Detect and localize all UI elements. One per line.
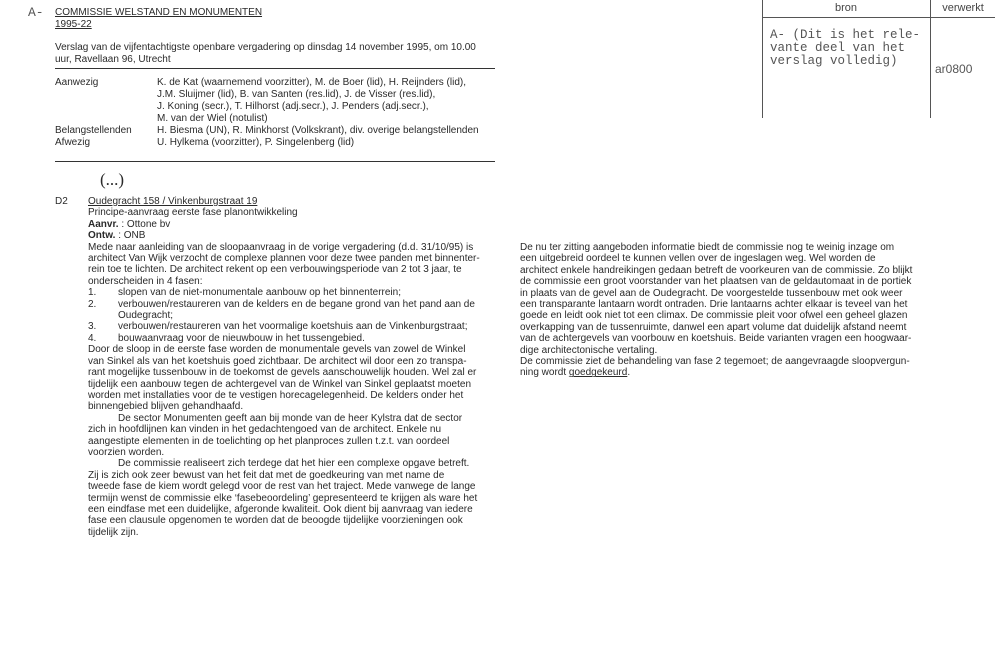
attendance-label xyxy=(55,89,157,101)
omission-marker: (...) xyxy=(100,170,125,189)
phase-number: 3. xyxy=(88,321,97,333)
decision-suffix: . xyxy=(627,367,631,379)
phase-text: bouwaanvraag voor de nieuwbouw in het tussengebied. xyxy=(118,332,365,344)
attendance-label: Belangstellenden xyxy=(55,125,132,136)
text-line: Door de sloop in de eerste fase worden de monumentale gevels van zowel de Winkel xyxy=(88,344,466,356)
column-header-bron: bron xyxy=(834,2,858,14)
phase-number: 4. xyxy=(88,332,97,344)
applicant-label: Aanvr. xyxy=(88,218,119,230)
text-line: tijdelijk een aanbouw tegen de achtergevel van de Winkel van Sinkel geplaatst moeten xyxy=(88,378,472,390)
text-line: De sector Monumenten geeft aan bij monde van de heer Kylstra dat de sector xyxy=(118,412,463,424)
phase-number: 2. xyxy=(88,298,97,310)
phase-text: verbouwen/restaureren van het voormalige koetshuis aan de Vinkenburgstraat; xyxy=(118,321,468,333)
text-line: uur, Ravellaan 96, Utrecht xyxy=(55,54,171,65)
report-description xyxy=(55,42,476,66)
attendance-label: Aanwezig xyxy=(55,77,99,88)
attendance-names: H. Biesma (UN), R. Minkhorst (Volkskrant), div. overige belangstellenden xyxy=(157,125,479,136)
decision-prefix: ning wordt xyxy=(520,367,569,379)
attendance-names: J.M. Sluijmer (lid), B. van Santen (res.lid), J. de Visser (res.lid), xyxy=(157,89,436,100)
paragraph xyxy=(520,242,912,367)
text-line: termijn wenst de commissie elke ‘fasebeoordeling’ gepresenteerd te krijgen als ware het xyxy=(88,492,478,504)
designer-row xyxy=(88,230,480,241)
text-line: worden met installaties voor de te vestigen horecagelegenheid. De kelders onder het xyxy=(88,389,464,401)
attendance-names: U. Hylkema (voorzitter), P. Singelenberg (lid) xyxy=(157,137,355,148)
text-line: voorzien worden. xyxy=(88,446,165,458)
source-note xyxy=(770,29,920,68)
text-line: De commissie realiseert zich terdege dat het hier een complexe opgave betreft. xyxy=(118,458,470,470)
margin-mark: A- xyxy=(28,5,44,20)
phase-number: 1. xyxy=(88,287,97,299)
item-left-column xyxy=(88,196,480,538)
text-line: De nu ter zitting aangeboden informatie biedt de commissie nog te weinig inzage om xyxy=(520,242,895,253)
phase-list xyxy=(88,287,480,344)
paragraph xyxy=(88,344,480,412)
text-line: een eindfase met een duidelijke, afgeronde kwaliteit. Ook dient bij aanvraag van iedere xyxy=(88,503,473,515)
applicant-value: : Ottone bv xyxy=(121,218,171,230)
paragraph xyxy=(88,458,480,538)
phase-number xyxy=(88,310,118,321)
phase-text: verbouwen/restaureren van de kelders en de begane grond van het pand aan de xyxy=(118,298,475,310)
decision-line xyxy=(520,367,912,378)
text-line: rein toe te lichten. De architect rekent op een verbouwingsperiode van 2 tot 3 jaar, te xyxy=(88,264,462,276)
applicant-row xyxy=(88,219,480,230)
text-line: van Sinkel als van het koetshuis goed zichtbaar. De architect wil door een zo transpa- xyxy=(88,355,467,367)
text-line: binnengebied blijven gehandhaafd. xyxy=(88,401,244,413)
text-line: van de achtergevels van voorbouw en koetshuis. Beide varianten vragen een hoogwaar- xyxy=(520,333,912,345)
item-code: D2 xyxy=(55,196,68,207)
phase-item xyxy=(88,310,480,321)
attendance-block xyxy=(55,77,479,149)
phase-text: slopen van de niet-monumentale aanbouw op het binnenterrein; xyxy=(118,287,401,299)
text-line: architect Van Wijk verzocht de complexe plannen voor deze twee panden met binnenter- xyxy=(88,253,480,265)
paragraph xyxy=(88,413,480,459)
item-right-column xyxy=(520,242,912,379)
attendance-names: M. van der Wiel (notulist) xyxy=(157,113,268,124)
divider xyxy=(55,68,495,69)
attendance-label xyxy=(55,113,157,125)
text-line: een uitgebreid oordeel te kunnen vellen over de ingeslagen weg. Wel worden de xyxy=(520,253,876,265)
phase-text: Oudegracht; xyxy=(118,310,174,322)
box-header-border xyxy=(762,17,995,18)
text-line: onderscheiden in 4 fasen: xyxy=(88,275,203,287)
text-line: Zij is zich ook zeer bewust van het feit dat met de goedkeuring van met name de xyxy=(88,469,445,481)
text-line: De commissie ziet de behandeling van fase 2 tegemoet; de aangevraagde sloopvergun- xyxy=(520,356,910,368)
intro-paragraph xyxy=(88,242,480,288)
text-line: rant mogelijke tussenbouw in de toekomst de gevels aanschouwelijk houden. Wel zal er xyxy=(88,367,477,379)
phase-item xyxy=(88,333,480,344)
text-line: tweede fase de kiem wordt gelegd voor de rest van het traject. Mede vanwege de lange xyxy=(88,481,476,493)
attendance-row xyxy=(55,137,479,149)
attendance-row xyxy=(55,113,479,125)
text-line: tijdelijk zijn. xyxy=(88,526,139,538)
text-line: overkapping van de tussenruimte, danwel een apart volume dat duidelijk afstand neemt xyxy=(520,321,907,333)
document-number: 1995-22 xyxy=(55,19,92,30)
text-line: goede en leidt ook niet tot een climax. De commissie pleit voor ofwel een geheel glazen xyxy=(520,310,908,322)
phase-item xyxy=(88,287,480,298)
text-line: een transparante lantaarn wordt ontraden. Drie lantaarns achter elkaar is teveel van het xyxy=(520,299,908,311)
designer-value: : ONB xyxy=(118,230,146,242)
phase-item xyxy=(88,321,480,332)
divider xyxy=(55,161,495,162)
document-title: COMMISSIE WELSTAND EN MONUMENTEN xyxy=(55,7,263,18)
decision-status: goedgekeurd xyxy=(568,367,628,379)
text-line: dige architectonische vertaling. xyxy=(520,344,658,356)
attendance-names: K. de Kat (waarnemend voorzitter), M. de Boer (lid), H. Reijnders (lid), xyxy=(157,77,466,88)
text-line: Verslag van de vijfentachtigste openbare vergadering op dinsdag 14 november 1995, om 10.00 xyxy=(55,42,476,53)
text-line: aangestipte elementen in de toelichting op het planproces zullen t.z.t. van oordeel xyxy=(88,435,450,447)
item-subject: Principe-aanvraag eerste fase planontwikkeling xyxy=(88,207,298,219)
processed-code: ar0800 xyxy=(935,62,973,76)
attendance-names: J. Koning (secr.), T. Hilhorst (adj.secr.), J. Penders (adj.secr.), xyxy=(157,101,429,112)
text-line: fase een clausule opgenomen te worden dat de beoogde tijdelijke voorzieningen ook xyxy=(88,515,463,527)
column-header-verwerkt: verwerkt xyxy=(942,2,984,14)
attendance-label xyxy=(55,101,157,113)
text-line: verslag volledig) xyxy=(770,54,898,68)
attendance-label: Afwezig xyxy=(55,137,91,148)
attendance-row xyxy=(55,77,479,89)
text-line: vante deel van het xyxy=(770,41,906,55)
item-address: Oudegracht 158 / Vinkenburgstraat 19 xyxy=(88,196,258,207)
designer-label: Ontw. xyxy=(88,230,116,242)
text-line: architect enkele handreikingen gedaan betreft de voorkeuren van de commissie. Zo blijkt xyxy=(520,264,913,276)
text-line: A- (Dit is het rele- xyxy=(770,28,921,42)
attendance-row xyxy=(55,89,479,101)
phase-item xyxy=(88,299,480,310)
text-line: zich in hoofdlijnen kan vinden in het gedachtengoed van de architect. Enkele nu xyxy=(88,424,442,436)
text-line: Mede naar aanleiding van de sloopaanvraag in de vorige vergadering (d.d. 31/10/95) is xyxy=(88,241,474,253)
attendance-row xyxy=(55,125,479,137)
text-line: in plaats van de gevel aan de Oudegracht. De voorgestelde tussenbouw met ook weer xyxy=(520,287,903,299)
attendance-row xyxy=(55,101,479,113)
text-line: de commissie een groot voorstander van het plaatsen van de geldautomaat in de portiek xyxy=(520,276,912,288)
